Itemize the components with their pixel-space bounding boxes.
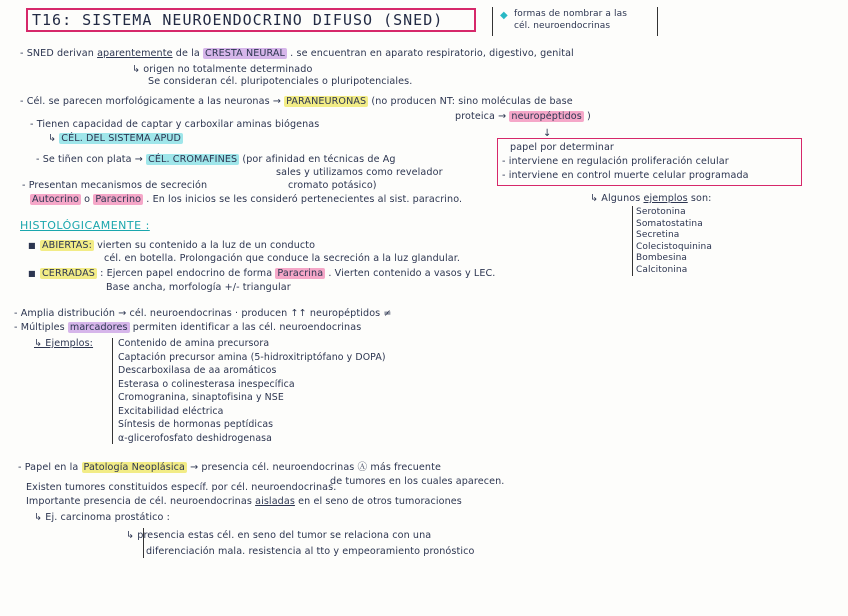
examples-bracket: [632, 206, 633, 276]
text: ): [587, 111, 591, 122]
distribution-line: - Amplia distribución → cél. neuroendocrinas · producen ↑↑ neuropéptidos ≠: [14, 308, 392, 319]
highlight-cromafines: CÉL. CROMAFINES: [148, 154, 238, 165]
text: Importante presencia de cél. neuroendocrinas: [26, 496, 252, 507]
text: . En los inicios se les consideró pertenecientes al sist. paracrino.: [146, 194, 463, 205]
pathology-line: [18, 462, 441, 474]
secretion-line: - Presentan mecanismos de secreción: [22, 180, 208, 191]
tumors-line: Existen tumores constituidos específ. por cél. neuroendocrinas.: [26, 482, 337, 493]
text-underlined: aisladas: [255, 496, 295, 507]
bullet-icon: ■: [28, 241, 36, 250]
example-item: Serotonina: [636, 207, 686, 217]
secretion-types-line: [30, 194, 462, 206]
text: (no producen NT: sino moléculas de base: [371, 96, 573, 107]
text: (por afinidad en técnicas de Ag: [242, 154, 396, 165]
down-arrow-icon: ↓: [543, 128, 552, 139]
markers-bracket: [112, 338, 113, 444]
highlight-abiertas: ABIERTAS:: [42, 240, 92, 251]
highlight-autocrino: Autocrino: [32, 194, 80, 205]
isolated-line: [26, 496, 462, 508]
examples-label: ↳ Ejemplos:: [34, 338, 94, 349]
pathology-note: de tumores en los cuales aparecen.: [330, 476, 505, 487]
abiertas-detail: cél. en botella. Prolongación que conduce la secreción a la luz glandular.: [104, 253, 461, 264]
apud-capacity-line: - Tienen capacidad de captar y carboxilar aminas biógenas: [30, 119, 320, 130]
marker-example-item: Excitabilidad eléctrica: [118, 405, 224, 417]
example-item: Bombesina: [636, 253, 688, 263]
marker-example-item: α-glicerofosfato deshidrogenasa: [118, 432, 273, 444]
text-underlined: ejemplos: [643, 193, 688, 204]
highlight-paracrino: Paracrino: [95, 194, 142, 205]
carcinoma-note-2: diferenciación mala. resistencia al tto y empeoramiento pronóstico: [146, 546, 475, 557]
side-note-line-2: cél. neuroendocrinas: [514, 21, 611, 31]
text: ↳ Algunos: [590, 193, 641, 204]
text: vierten su contenido a la luz de un conducto: [97, 240, 316, 251]
marker-example-item: Contenido de amina precursora: [118, 338, 270, 349]
text: - Papel en la: [18, 462, 79, 473]
text: - SNED derivan: [20, 48, 94, 59]
function-item-1: papel por determinar: [510, 142, 614, 153]
highlight-neuropeptidos: neuropéptidos: [511, 111, 582, 122]
marker-example-item: Cromogranina, sinaptofisina y NSE: [118, 392, 284, 403]
histo-heading: HISTOLÓGICAMENTE :: [20, 219, 150, 232]
highlight-cerradas: CERRADAS: [42, 268, 95, 279]
highlight-apud: CÉL. DEL SISTEMA APUD: [61, 133, 182, 144]
abiertas-line: [40, 240, 315, 252]
marker-example-item: Descarboxilasa de aa aromáticos: [118, 365, 277, 376]
markers-line: [14, 322, 361, 334]
cerradas-line: [40, 268, 495, 280]
text: - Cél. se parecen morfológicamente a las neuronas →: [20, 96, 281, 107]
side-note-line-1: formas de nombrar a las: [514, 9, 628, 19]
page-title: T16: SISTEMA NEUROENDOCRINO DIFUSO (SNED): [26, 8, 476, 32]
diamond-icon: ◆: [500, 10, 508, 21]
pluripotent-note: Se consideran cél. pluripotenciales o pluripotenciales.: [148, 76, 413, 87]
origin-note: ↳ origen no totalmente determinado: [132, 64, 313, 75]
text: son:: [690, 193, 712, 204]
text: proteica →: [455, 111, 507, 122]
carcinoma-line: ↳ Ej. carcinoma prostático :: [34, 512, 170, 523]
text: . Vierten contenido a vasos y LEC.: [328, 268, 496, 279]
examples-right-header: [590, 193, 712, 205]
neuropeptidos-line: [455, 111, 591, 123]
text: → presencia cél. neuroendocrinas Ⓐ más frecuente: [190, 462, 441, 473]
function-box: [497, 138, 802, 186]
function-item-2: - interviene en regulación proliferación celular: [502, 156, 729, 167]
function-item-3: - interviene en control muerte celular programada: [502, 170, 749, 181]
text: : Ejercen papel endocrino de forma: [100, 268, 273, 279]
example-item: Secretina: [636, 230, 680, 240]
marker-example-item: Captación precursor amina (5-hidroxitriptófano y DOPA): [118, 351, 386, 363]
highlight-patologia: Patología Neoplásica: [83, 462, 185, 473]
marker-example-item: Esterasa o colinesterasa inespecífica: [118, 378, 295, 390]
example-item: Somatostatina: [636, 218, 703, 229]
text: . se encuentran en aparato respiratorio, digestivo, genital: [290, 48, 574, 59]
highlight-cresta-neural: CRESTA NEURAL: [205, 48, 286, 59]
example-item: Calcitonina: [636, 264, 688, 275]
cromafines-note-2: cromato potásico): [288, 180, 377, 191]
highlight-paracrina: Paracrina: [277, 268, 324, 279]
text: o: [84, 194, 91, 205]
carcinoma-bracket: [143, 528, 144, 558]
highlight-paraneuronas: PARANEURONAS: [286, 96, 367, 107]
example-item: Colecistoquinina: [636, 241, 712, 252]
text: en el seno de otros tumoraciones: [298, 496, 462, 507]
text: - Múltiples: [14, 322, 65, 333]
bullet-icon: ■: [28, 269, 36, 278]
cromafines-line: [36, 154, 396, 166]
text: permiten identificar a las cél. neuroendocrinas: [132, 322, 362, 333]
origin-line: [20, 48, 574, 60]
text: - Se tiñen con plata →: [36, 154, 143, 165]
marker-example-item: Síntesis de hormonas peptídicas: [118, 419, 274, 430]
apud-line: [48, 133, 183, 145]
text: de la: [175, 48, 200, 59]
carcinoma-note-1: ↳ presencia estas cél. en seno del tumor se relaciona con una: [126, 530, 432, 541]
highlight-marcadores: marcadores: [69, 322, 128, 333]
text: ↳: [48, 133, 57, 144]
cerradas-detail: Base ancha, morfología +/- triangular: [106, 282, 291, 293]
cromafines-note-1: sales y utilizamos como revelador: [276, 167, 443, 178]
text-underlined: aparentemente: [97, 48, 173, 59]
paraneuronas-line: [20, 96, 573, 108]
